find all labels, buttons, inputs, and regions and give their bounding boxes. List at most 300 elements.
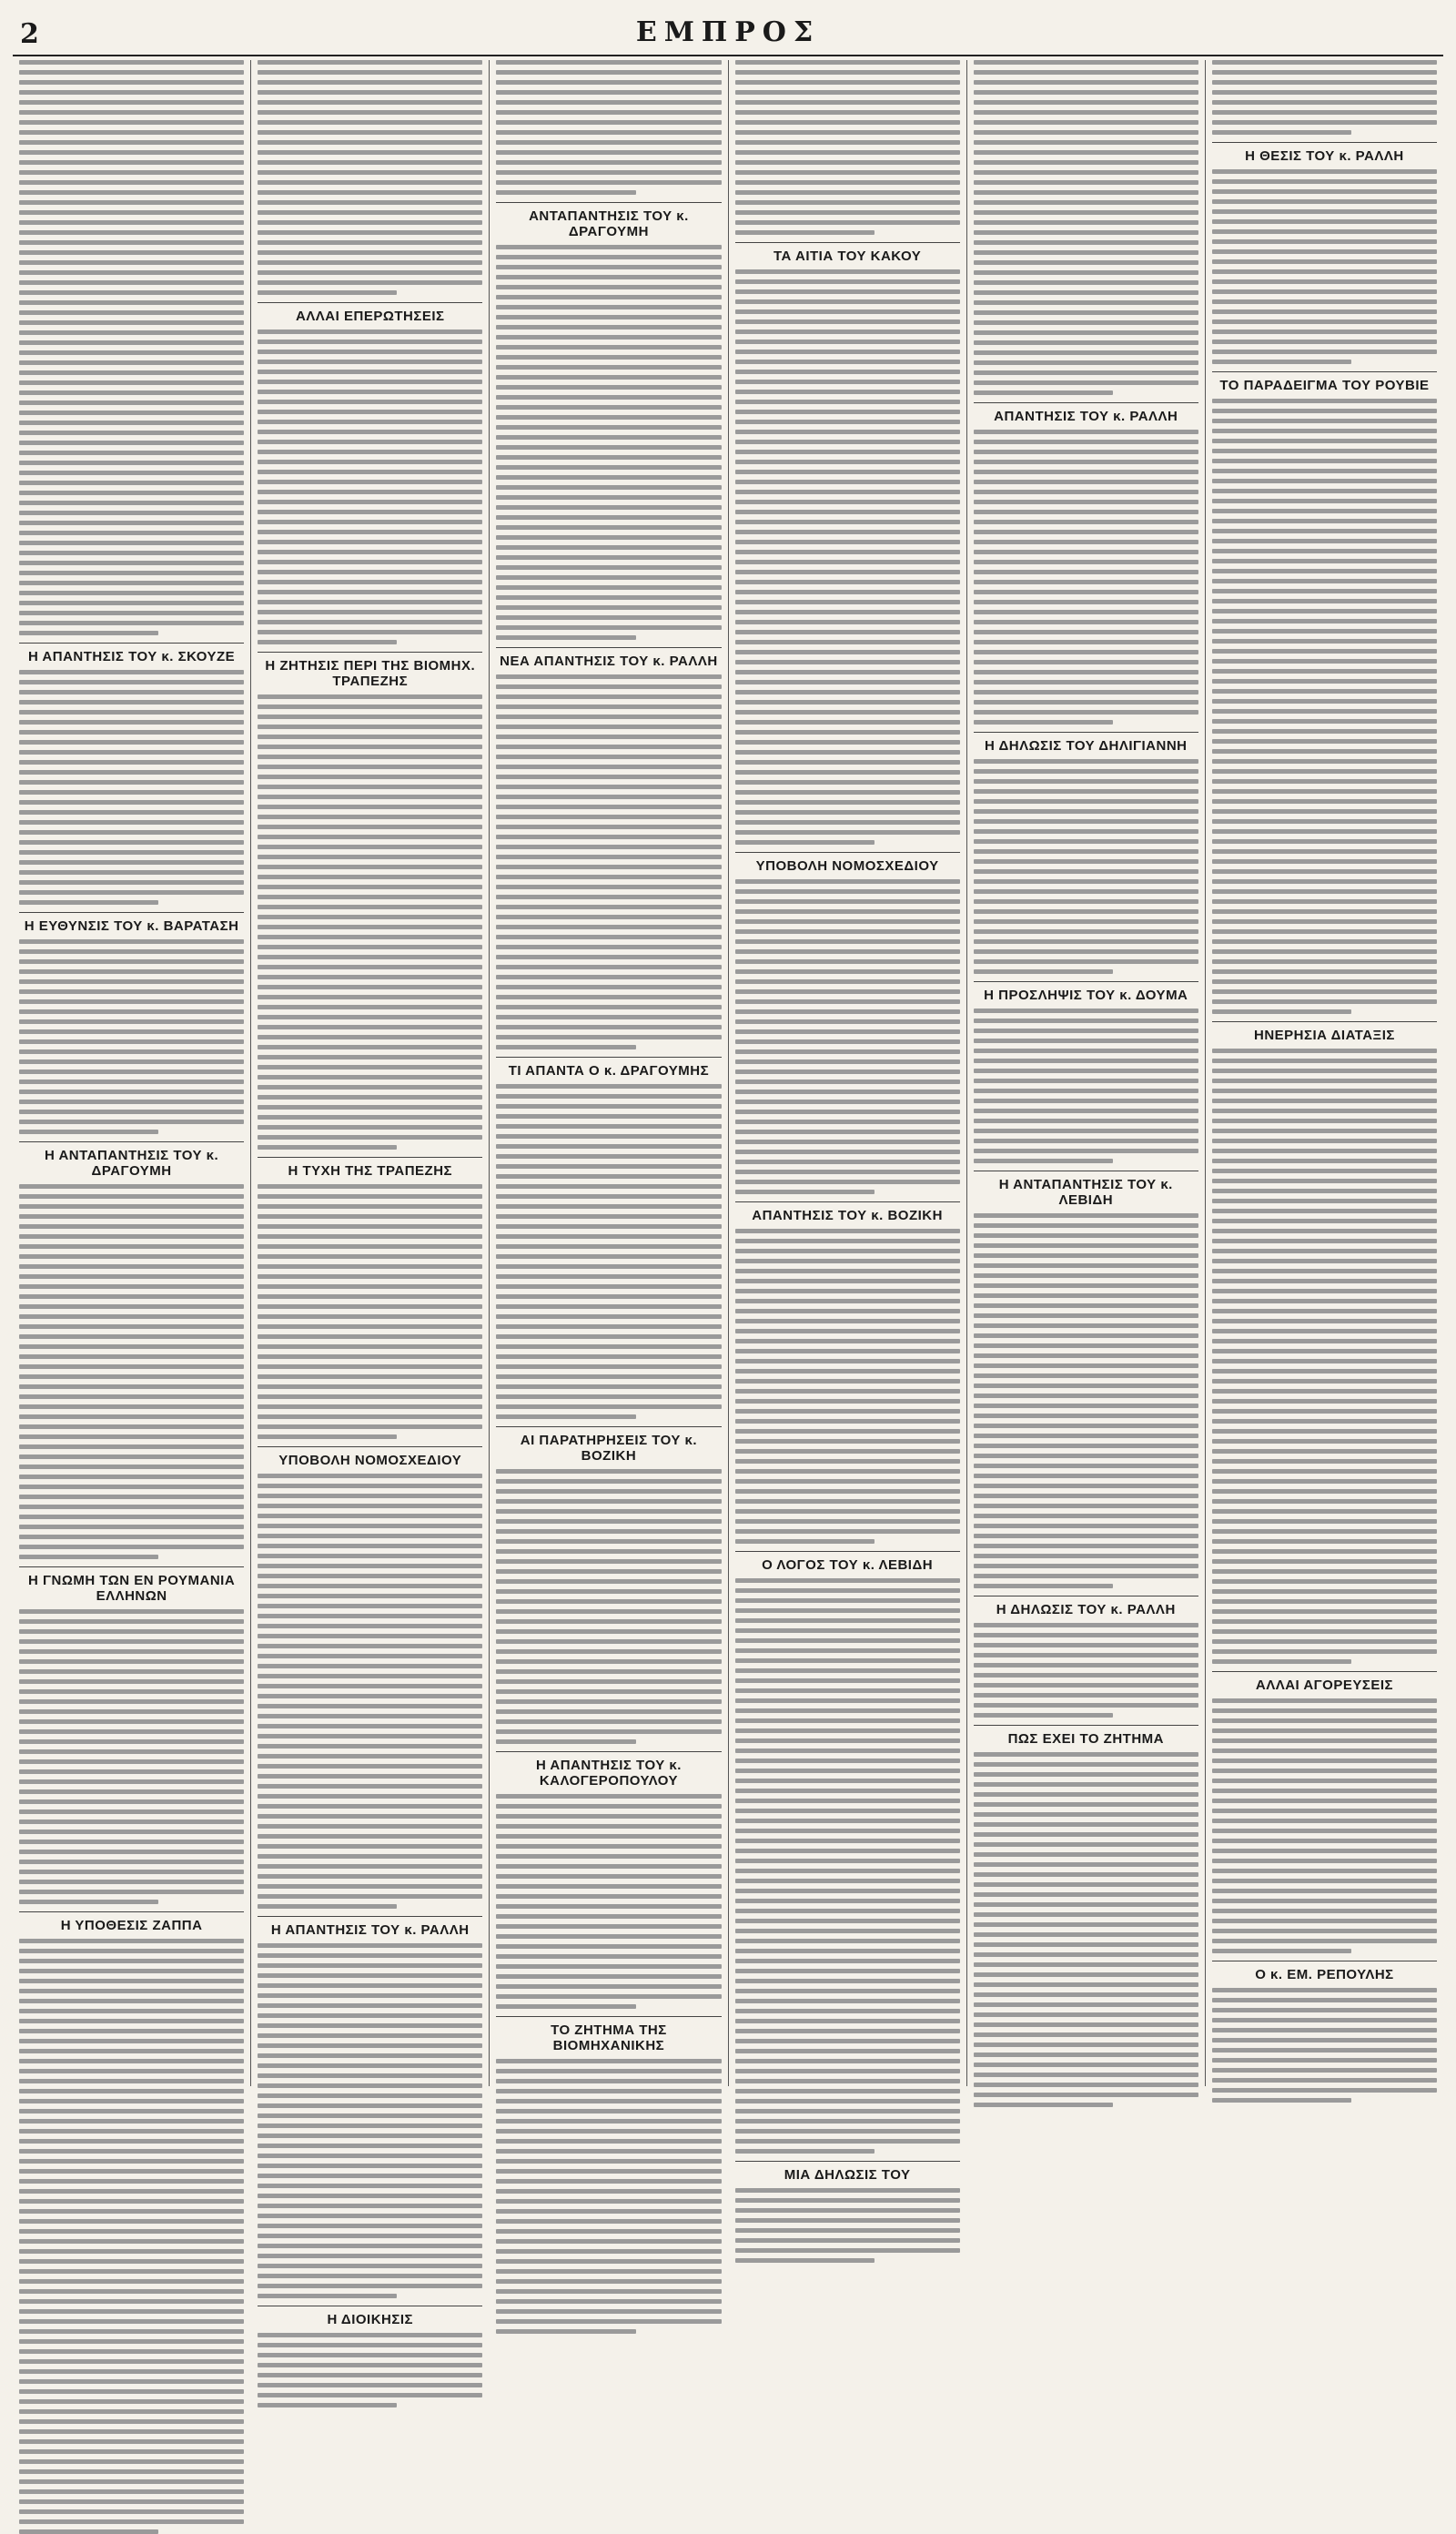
body-text-line xyxy=(496,70,721,75)
body-text-line xyxy=(496,385,721,390)
body-text-line xyxy=(974,1109,1198,1113)
body-text-line xyxy=(735,450,960,454)
body-text-line xyxy=(258,715,482,719)
body-text-line xyxy=(19,310,244,315)
body-text-line xyxy=(974,1149,1198,1153)
body-text-line xyxy=(735,1259,960,1263)
body-text-line xyxy=(258,1704,482,1708)
body-text-line xyxy=(496,1404,721,1409)
body-text-line xyxy=(258,2393,482,2397)
body-text-line xyxy=(19,1059,244,1064)
body-text-line xyxy=(496,1559,721,1564)
body-text-line xyxy=(19,1890,244,1894)
body-text-line xyxy=(735,1748,960,1753)
body-text-line xyxy=(974,570,1198,574)
body-text-line xyxy=(1212,1379,1437,1384)
body-text-line xyxy=(974,1159,1113,1163)
body-text-line xyxy=(496,1719,721,1724)
body-text-line xyxy=(735,1618,960,1623)
body-text-line xyxy=(974,1504,1198,1508)
body-text-line xyxy=(1212,439,1437,443)
body-text-line xyxy=(735,1949,960,1953)
body-text-line xyxy=(974,630,1198,634)
body-text-line xyxy=(735,1869,960,1873)
body-text-line xyxy=(974,1099,1198,1103)
body-text-line xyxy=(258,2103,482,2108)
body-text-line xyxy=(19,820,244,825)
body-text-line xyxy=(735,1539,875,1544)
body-text-line xyxy=(496,1814,721,1819)
body-text-line xyxy=(974,2073,1198,2077)
body-text-line xyxy=(974,1772,1198,1777)
body-text-line xyxy=(735,780,960,785)
body-text-line xyxy=(1212,1049,1437,1053)
body-text-line xyxy=(1212,789,1437,794)
body-text-line xyxy=(496,1619,721,1624)
body-text-line xyxy=(19,989,244,994)
body-text-line xyxy=(974,1534,1198,1538)
body-text-line xyxy=(974,670,1198,674)
body-text-line xyxy=(1212,1748,1437,1753)
body-text-line xyxy=(1212,579,1437,583)
body-text-line xyxy=(496,694,721,699)
body-text-line xyxy=(19,780,244,785)
body-text-line xyxy=(19,631,158,635)
body-text-line xyxy=(974,100,1198,105)
body-text-line xyxy=(974,440,1198,444)
body-text-line xyxy=(974,1233,1198,1238)
body-text-line xyxy=(496,735,721,739)
body-text-line xyxy=(19,531,244,535)
body-text-line xyxy=(496,365,721,370)
body-text-line xyxy=(496,315,721,319)
body-text-line xyxy=(496,895,721,899)
body-text-line xyxy=(735,909,960,914)
body-text-line xyxy=(735,560,960,564)
body-text-line xyxy=(19,1434,244,1439)
body-text-line xyxy=(496,1639,721,1644)
body-text-line xyxy=(258,540,482,544)
body-text-line xyxy=(1212,509,1437,513)
body-text-line xyxy=(496,1094,721,1099)
body-text-line xyxy=(1212,909,1437,914)
body-text-line xyxy=(19,1120,244,1124)
body-text-line xyxy=(258,975,482,979)
body-text-line xyxy=(974,2032,1198,2037)
body-text-line xyxy=(1212,1439,1437,1444)
article xyxy=(1212,371,1437,1014)
body-text-line xyxy=(19,2509,244,2514)
body-text-line xyxy=(258,160,482,165)
body-text-line xyxy=(496,2069,721,2073)
body-text-line xyxy=(1212,1059,1437,1063)
body-text-line xyxy=(258,1404,482,1409)
article xyxy=(496,1426,721,1744)
body-text-line xyxy=(735,1668,960,1673)
body-text-line xyxy=(735,1469,960,1474)
body-text-line xyxy=(735,1519,960,1524)
body-text-line xyxy=(258,480,482,484)
body-text-line xyxy=(496,2249,721,2254)
body-text-line xyxy=(19,150,244,155)
body-text-line xyxy=(735,410,960,414)
body-text-line xyxy=(1212,2038,1437,2042)
body-text-line xyxy=(19,200,244,205)
body-text-line xyxy=(258,1414,482,1419)
body-text-line xyxy=(496,515,721,520)
body-text-line xyxy=(19,1090,244,1094)
body-text-line xyxy=(19,1969,244,1973)
newspaper-column xyxy=(967,60,1206,2086)
body-text-line xyxy=(974,1293,1198,1298)
body-text-line xyxy=(258,725,482,729)
body-text-line xyxy=(19,60,244,65)
body-text-line xyxy=(258,2333,482,2337)
body-text-line xyxy=(19,1679,244,1684)
body-text-line xyxy=(496,120,721,125)
body-text-line xyxy=(1212,1919,1437,1923)
body-text-line xyxy=(735,550,960,554)
body-text-line xyxy=(258,2134,482,2138)
body-text-line xyxy=(496,795,721,799)
body-text-line xyxy=(19,1019,244,1024)
body-text-line xyxy=(735,2258,875,2263)
body-text-line xyxy=(1212,100,1437,105)
body-text-line xyxy=(1212,1789,1437,1793)
article-headline: ΤΟ ΠΑΡΑΔΕΙΓΜΑ ΤΟΥ ΡΟΥΒΙΕ xyxy=(1212,371,1437,393)
body-text-line xyxy=(974,240,1198,245)
body-text-line xyxy=(1212,229,1437,234)
body-text-line xyxy=(496,1549,721,1554)
body-text-line xyxy=(1212,2018,1437,2022)
body-text-line xyxy=(1212,839,1437,844)
body-text-line xyxy=(19,840,244,845)
body-text-line xyxy=(735,889,960,894)
body-text-line xyxy=(735,510,960,514)
body-text-line xyxy=(258,2363,482,2367)
body-text-line xyxy=(974,1703,1198,1708)
body-text-line xyxy=(1212,559,1437,563)
body-text-line xyxy=(496,2139,721,2144)
body-text-line xyxy=(258,1834,482,1839)
body-text-line xyxy=(19,1505,244,1509)
body-text-line xyxy=(735,790,960,795)
body-text-line xyxy=(1212,1549,1437,1554)
body-text-line xyxy=(974,560,1198,564)
body-text-line xyxy=(19,1344,244,1349)
body-text-line xyxy=(496,485,721,490)
body-text-line xyxy=(1212,959,1437,964)
body-text-line xyxy=(1212,1889,1437,1893)
body-text-line xyxy=(974,1343,1198,1348)
body-text-line xyxy=(496,965,721,969)
body-text-line xyxy=(19,120,244,125)
body-text-line xyxy=(496,1304,721,1309)
article-headline: ΑΛΛΑΙ ΕΠΕΡΩΤΗΣΕΙΣ xyxy=(258,302,482,324)
article xyxy=(258,652,482,1150)
body-text-line xyxy=(258,2053,482,2058)
body-text-line xyxy=(258,2284,482,2288)
body-text-line xyxy=(496,525,721,530)
body-text-line xyxy=(496,1529,721,1534)
body-text-line xyxy=(1212,1349,1437,1353)
body-text-line xyxy=(19,1769,244,1774)
body-text-line xyxy=(19,830,244,835)
body-text-line xyxy=(735,770,960,775)
body-text-line xyxy=(19,1525,244,1529)
article xyxy=(258,2306,482,2407)
body-text-line xyxy=(974,230,1198,235)
body-text-line xyxy=(974,1942,1198,1947)
body-text-line xyxy=(974,720,1113,725)
body-text-line xyxy=(1212,1819,1437,1823)
body-text-line xyxy=(258,1943,482,1948)
body-text-line xyxy=(974,1213,1198,1218)
body-text-line xyxy=(735,840,875,845)
body-text-line xyxy=(496,535,721,540)
body-text-line xyxy=(974,1762,1198,1767)
article-headline: Η ΘΕΣΙΣ ΤΟΥ κ. ΡΑΛΛΗ xyxy=(1212,142,1437,164)
body-text-line xyxy=(258,1904,397,1909)
body-text-line xyxy=(19,360,244,365)
body-text-line xyxy=(258,1324,482,1329)
body-text-line xyxy=(1212,360,1351,364)
body-text-line xyxy=(735,1979,960,1983)
body-text-line xyxy=(735,370,960,374)
body-text-line xyxy=(1212,1949,1351,1953)
body-text-line xyxy=(735,1839,960,1843)
body-text-line xyxy=(735,1339,960,1343)
body-text-line xyxy=(19,1364,244,1369)
body-text-line xyxy=(258,1274,482,1279)
body-text-line xyxy=(974,1474,1198,1478)
body-text-line xyxy=(496,2109,721,2113)
body-text-line xyxy=(258,520,482,524)
body-text-line xyxy=(258,1334,482,1339)
body-text-line xyxy=(258,390,482,394)
article xyxy=(974,402,1198,725)
body-text-line xyxy=(19,90,244,95)
body-text-line xyxy=(496,2149,721,2154)
body-text-line xyxy=(258,1204,482,1209)
body-text-line xyxy=(974,210,1198,215)
body-text-line xyxy=(735,750,960,755)
body-text-line xyxy=(258,1384,482,1389)
body-text-line xyxy=(19,2079,244,2083)
body-text-line xyxy=(735,820,960,825)
body-text-line xyxy=(258,1025,482,1029)
article-headline: Η ΔΗΛΩΣΙΣ ΤΟΥ ΔΗΛΙΓΙΑΝΝΗ xyxy=(974,732,1198,754)
body-text-line xyxy=(974,1313,1198,1318)
body-text-line xyxy=(258,2083,482,2088)
body-text-line xyxy=(1212,629,1437,634)
body-text-line xyxy=(1212,179,1437,184)
body-text-line xyxy=(735,1698,960,1703)
body-text-line xyxy=(19,2419,244,2424)
body-text-line xyxy=(258,1814,482,1819)
body-text-line xyxy=(496,985,721,989)
body-text-line xyxy=(735,210,960,215)
body-text-line xyxy=(19,790,244,795)
body-text-line xyxy=(974,610,1198,614)
body-text-line xyxy=(1212,589,1437,593)
body-text-line xyxy=(19,1079,244,1084)
body-text-line xyxy=(19,290,244,295)
body-text-line xyxy=(258,1085,482,1090)
body-text-line xyxy=(19,939,244,944)
body-text-line xyxy=(735,720,960,725)
body-text-line xyxy=(19,1384,244,1389)
body-text-line xyxy=(1212,459,1437,463)
body-text-line xyxy=(974,949,1198,954)
body-text-line xyxy=(19,320,244,325)
body-text-line xyxy=(735,760,960,765)
body-text-line xyxy=(974,1633,1198,1637)
body-text-line xyxy=(735,1409,960,1414)
body-text-line xyxy=(496,2079,721,2083)
body-text-line xyxy=(496,1824,721,1829)
article xyxy=(258,1446,482,1909)
body-text-line xyxy=(496,2119,721,2123)
body-text-line xyxy=(735,1479,960,1484)
body-text-line xyxy=(496,1344,721,1349)
body-text-line xyxy=(496,2189,721,2194)
body-text-line xyxy=(1212,1309,1437,1313)
body-text-line xyxy=(19,1444,244,1449)
body-text-line xyxy=(1212,879,1437,884)
body-text-line xyxy=(19,2009,244,2013)
body-text-line xyxy=(19,1254,244,1259)
body-text-line xyxy=(1212,399,1437,403)
body-text-line xyxy=(735,2099,960,2103)
body-text-line xyxy=(1212,1988,1437,1992)
body-text-line xyxy=(258,350,482,354)
body-text-line xyxy=(258,490,482,494)
body-text-line xyxy=(1212,1419,1437,1424)
body-text-line xyxy=(496,635,635,640)
body-text-line xyxy=(19,1414,244,1419)
body-text-line xyxy=(1212,1799,1437,1803)
article xyxy=(974,60,1198,395)
article-headline: Ο ΛΟΓΟΣ ΤΟΥ κ. ΛΕΒΙΔΗ xyxy=(735,1551,960,1573)
body-text-line xyxy=(258,1784,482,1789)
body-text-line xyxy=(735,2238,960,2243)
body-text-line xyxy=(496,2219,721,2224)
body-text-line xyxy=(19,690,244,694)
body-text-line xyxy=(974,500,1198,504)
body-text-line xyxy=(1212,1189,1437,1193)
body-text-line xyxy=(1212,120,1437,125)
body-text-line xyxy=(496,1834,721,1839)
article-headline: Η ΖΗΤΗΣΙΣ ΠΕΡΙ ΤΗΣ ΒΙΟΜΗΧ. ΤΡΑΠΕΖΗΣ xyxy=(258,652,482,689)
body-text-line xyxy=(1212,799,1437,804)
body-text-line xyxy=(496,375,721,380)
body-text-line xyxy=(19,2349,244,2354)
body-text-line xyxy=(735,1389,960,1394)
body-text-line xyxy=(735,1648,960,1653)
body-text-line xyxy=(19,1394,244,1399)
body-text-line xyxy=(496,745,721,749)
body-text-line xyxy=(496,1244,721,1249)
body-text-line xyxy=(1212,1579,1437,1584)
body-text-line xyxy=(1212,110,1437,115)
body-text-line xyxy=(1212,1698,1437,1703)
body-text-line xyxy=(258,2113,482,2118)
body-text-line xyxy=(974,350,1198,355)
body-text-line xyxy=(19,810,244,815)
body-text-line xyxy=(1212,1169,1437,1173)
body-text-line xyxy=(496,575,721,580)
body-text-line xyxy=(258,2023,482,2028)
body-text-line xyxy=(1212,2078,1437,2083)
body-text-line xyxy=(974,310,1198,315)
body-text-line xyxy=(974,650,1198,654)
body-text-line xyxy=(1212,1569,1437,1574)
body-text-line xyxy=(19,2389,244,2394)
body-text-line xyxy=(258,1374,482,1379)
body-text-line xyxy=(19,1669,244,1674)
body-text-line xyxy=(496,915,721,919)
body-text-line xyxy=(974,1902,1198,1907)
body-text-line xyxy=(735,1909,960,1913)
body-text-line xyxy=(496,1334,721,1339)
body-text-line xyxy=(735,1919,960,1923)
article xyxy=(258,302,482,644)
body-text-line xyxy=(974,2002,1198,2007)
body-text-line xyxy=(974,1119,1198,1123)
body-text-line xyxy=(19,890,244,895)
body-text-line xyxy=(974,220,1198,225)
body-text-line xyxy=(19,170,244,175)
body-text-line xyxy=(735,100,960,105)
body-text-line xyxy=(258,855,482,859)
body-text-line xyxy=(19,1110,244,1114)
body-text-line xyxy=(496,465,721,470)
body-text-line xyxy=(258,1095,482,1100)
body-text-line xyxy=(496,855,721,859)
body-text-line xyxy=(258,1105,482,1110)
body-text-line xyxy=(19,280,244,285)
body-text-line xyxy=(19,800,244,805)
body-text-line xyxy=(496,1739,635,1744)
body-text-line xyxy=(19,1184,244,1189)
body-text-line xyxy=(19,2159,244,2164)
body-text-line xyxy=(496,60,721,65)
body-text-line xyxy=(496,1944,721,1949)
body-text-line xyxy=(19,740,244,745)
body-text-line xyxy=(496,2129,721,2134)
body-text-line xyxy=(19,880,244,885)
body-text-line xyxy=(19,1880,244,1884)
body-text-line xyxy=(496,1904,721,1909)
body-text-line xyxy=(1212,1199,1437,1203)
body-text-line xyxy=(974,140,1198,145)
body-text-line xyxy=(1212,1479,1437,1484)
body-text-line xyxy=(974,1019,1198,1023)
body-text-line xyxy=(1212,279,1437,284)
body-text-line xyxy=(735,180,960,185)
body-text-line xyxy=(974,470,1198,474)
body-text-line xyxy=(496,945,721,949)
body-text-line xyxy=(974,1852,1198,1857)
body-text-line xyxy=(974,1424,1198,1428)
body-text-line xyxy=(1212,169,1437,174)
article-headline: ΑΛΛΑΙ ΑΓΟΡΕΥΣΕΙΣ xyxy=(1212,1671,1437,1693)
body-text-line xyxy=(496,715,721,719)
body-text-line xyxy=(19,1224,244,1229)
body-text-line xyxy=(258,1564,482,1568)
body-text-line xyxy=(19,850,244,855)
